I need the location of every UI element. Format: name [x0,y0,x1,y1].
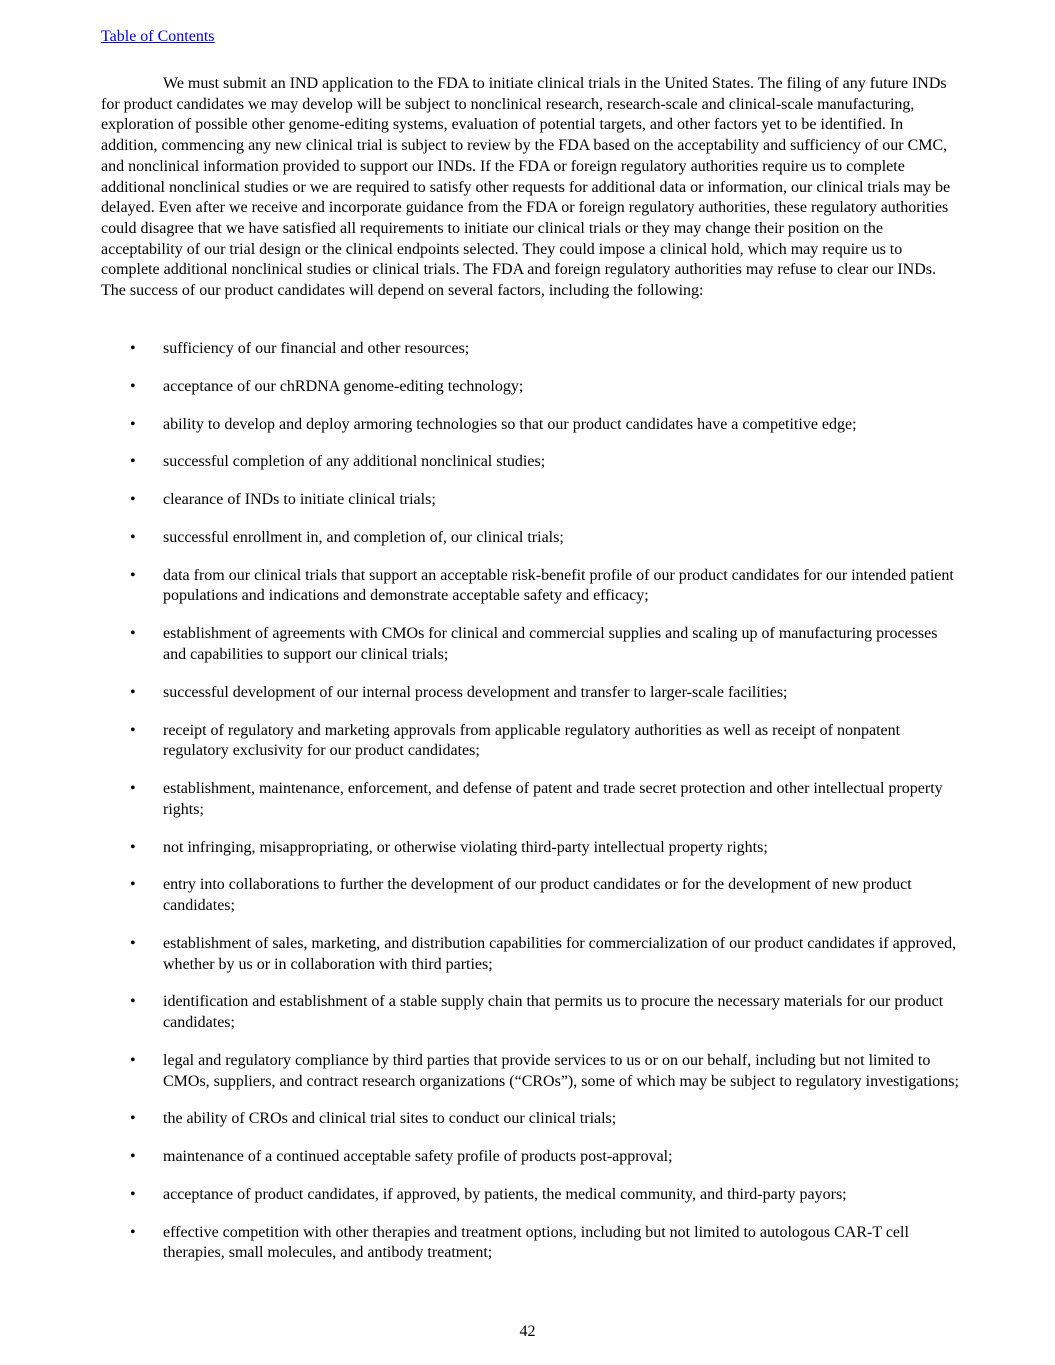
list-item-text: legal and regulatory compliance by third parties that provide services to us or on our behalf, including but not limited to CMOs, suppliers, and contract research organizations (“CROs”), some of which may be subject to regulatory investigations; [163,1051,959,1090]
bullet-icon: • [130,1110,136,1128]
bullet-icon: • [130,415,136,433]
list-item-text: the ability of CROs and clinical trial sites to conduct our clinical trials; [163,1110,617,1128]
bullet-icon: • [130,528,136,546]
list-item-text: successful enrollment in, and completion of, our clinical trials; [163,528,564,546]
list-item-text: maintenance of a continued acceptable safety profile of products post-approval; [163,1148,673,1166]
list-item [0,1185,1055,1206]
list-item [0,415,1055,436]
list-item [0,339,1055,360]
list-item-text: sufficiency of our financial and other resources; [163,340,470,357]
list-item-text: successful development of our internal process development and transfer to larger-scale facilities; [163,683,788,701]
bullet-icon: • [130,838,136,856]
list-item-text: successful completion of any additional nonclinical studies; [163,453,546,471]
page-number: 42 [519,1323,536,1340]
bullet-icon: • [130,721,136,739]
bullet-icon: • [130,566,136,584]
intro-paragraph: We must submit an IND application to the FDA to initiate clinical trials in the United States. The filing of any future INDs for product candidates we may develop will be subject to nonclinical research, research-scale and clinical-scale manufacturing, exploration of possible other genome-editing systems, evaluation of potential targets, and other factors yet to be identified. In addition, commencing any new clinical trial is subject to review by the FDA based on the acceptability and sufficiency of our CMC, and nonclinical information provided to support our INDs. If the FDA or foreign regulatory authorities require us to complete additional nonclinical studies or we are required to satisfy other requests for additional data or information, our clinical trials may be delayed. Even after we receive and incorporate guidance from the FDA or foreign regulatory authorities, these regulatory authorities could disagree that we have satisfied all requirements to initiate our clinical trials or they may change their position on the acceptability of our trial design or the clinical endpoints selected. They could impose a clinical hold, which may require us to complete additional nonclinical studies or clinical trials. The FDA and foreign regulatory authorities may refuse to clear our INDs. The success of our product candidates will depend on several factors, including the following: [101,75,951,300]
bullet-icon: • [130,377,136,395]
list-item-text: data from our clinical trials that support an acceptable risk-benefit profile of our product candidates for our intended patient populations and indications and demonstrate acceptable safety and efficacy; [163,566,954,605]
bullet-icon: • [130,491,136,509]
bullet-icon: • [130,453,136,471]
list-item [0,528,1055,549]
list-item [0,992,1055,1033]
factor-list [0,339,1055,1281]
list-item [0,1109,1055,1130]
list-item-text: effective competition with other therapies and treatment options, including but not limited to autologous CAR-T cell therapies, small molecules, and antibody treatment; [163,1223,909,1262]
bullet-icon: • [130,625,136,643]
list-item [0,838,1055,859]
list-item-text: establishment, maintenance, enforcement, and defense of patent and trade secret protection and other intellectual property rights; [163,780,943,818]
list-item [0,624,1055,665]
bullet-icon: • [130,780,136,798]
list-item [0,566,1055,607]
bullet-icon: • [130,934,136,952]
list-item [0,683,1055,704]
list-item-text: receipt of regulatory and marketing approvals from applicable regulatory authorities as well as receipt of nonpatent regulatory exclusivity for our product candidates; [163,721,901,760]
bullet-icon: • [130,1185,136,1203]
bullet-icon: • [130,876,136,894]
list-item-text: establishment of agreements with CMOs for clinical and commercial supplies and scaling up of manufacturing processes and capabilities to support our clinical trials; [163,625,938,663]
table-of-contents-link[interactable]: Table of Contents [101,28,215,45]
list-item-text: not infringing, misappropriating, or otherwise violating third-party intellectual property rights; [163,838,768,856]
list-item-text: establishment of sales, marketing, and distribution capabilities for commercialization of our product candidates if approved, whether by us or in collaboration with third parties; [163,934,957,973]
bullet-icon: • [130,340,136,357]
list-item-text: identification and establishment of a stable supply chain that permits us to procure the necessary materials for our product candidates; [163,993,944,1032]
list-item [0,934,1055,975]
list-item [0,1223,1055,1264]
list-item [0,721,1055,762]
list-item [0,1147,1055,1168]
bullet-icon: • [130,1051,136,1069]
list-item [0,875,1055,916]
bullet-icon: • [130,683,136,701]
bullet-icon: • [130,993,136,1011]
list-item-text: acceptance of product candidates, if approved, by patients, the medical community, and third-party payors; [163,1185,847,1203]
list-item [0,377,1055,398]
list-item [0,452,1055,473]
list-item-text: ability to develop and deploy armoring technologies so that our product candidates have a competitive edge; [163,415,857,433]
list-item-text: clearance of INDs to initiate clinical trials; [163,491,436,509]
list-item [0,490,1055,511]
list-item [0,779,1055,820]
list-item [0,1051,1055,1092]
list-item-text: entry into collaborations to further the development of our product candidates or for the development of new product candidates; [163,876,912,915]
bullet-icon: • [130,1148,136,1166]
bullet-icon: • [130,1223,136,1241]
list-item-text: acceptance of our chRDNA genome-editing technology; [163,377,524,395]
